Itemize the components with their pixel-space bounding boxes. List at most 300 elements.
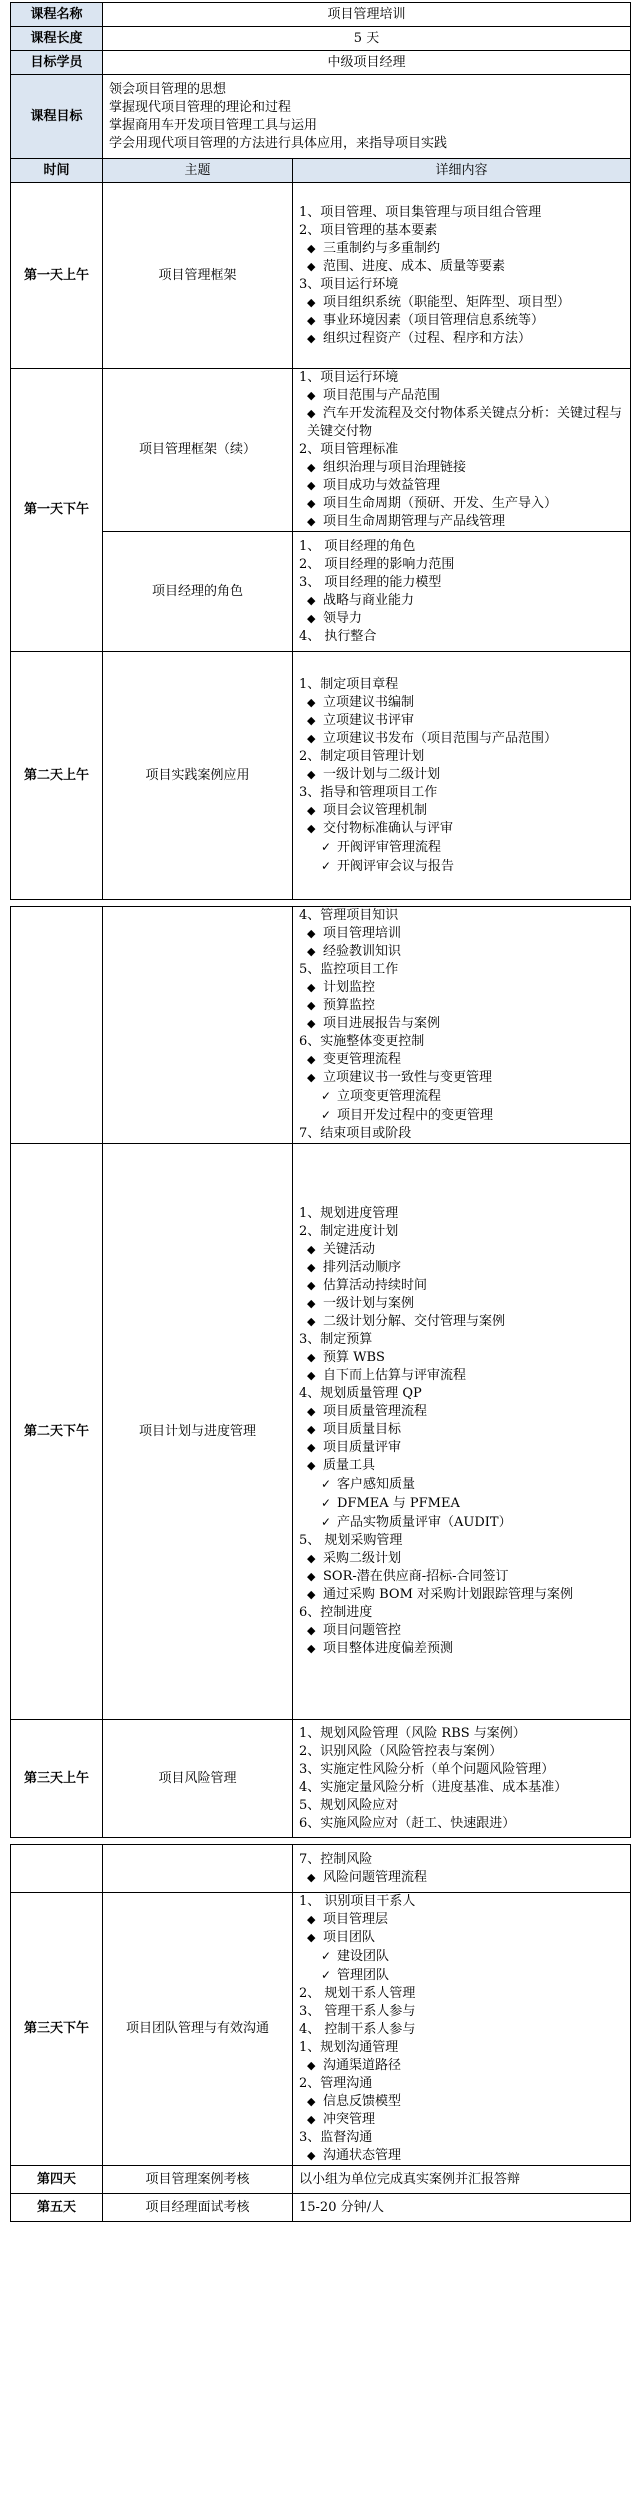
- detail-item: [299, 1743, 624, 1761]
- detail-item: [299, 1385, 624, 1403]
- session-topic: 项目管理框架（续）: [103, 369, 293, 532]
- goals-row: [11, 75, 631, 159]
- session-details: [293, 652, 631, 900]
- session-row: [11, 1845, 631, 1893]
- detail-item: [299, 1622, 624, 1640]
- detail-item-text: 项目成功与效益管理: [323, 478, 441, 493]
- diamond-bullet-icon: ◆: [307, 389, 316, 402]
- detail-item-text: 项目管理层: [323, 1912, 389, 1927]
- section-gap: [11, 900, 631, 907]
- detail-item: [299, 240, 624, 258]
- detail-item-text: 客户感知质量: [337, 1477, 416, 1492]
- session-topic: 项目管理案例考核: [103, 2166, 293, 2194]
- detail-item-text: 产品实物质量评审（AUDIT）: [337, 1515, 512, 1530]
- detail-item-text: 4、 控制干系人参与: [299, 2022, 416, 2037]
- detail-item: [299, 1532, 624, 1550]
- detail-item-text: 立项建议书编制: [323, 694, 415, 710]
- diamond-bullet-icon: ◆: [307, 2059, 316, 2072]
- detail-item: [299, 1205, 624, 1223]
- detail-item-text: 3、 项目经理的能力模型: [299, 574, 442, 590]
- detail-item: [299, 1869, 624, 1887]
- diamond-bullet-icon: ◆: [307, 313, 316, 327]
- detail-item: [299, 1241, 624, 1259]
- detail-item: [299, 907, 624, 925]
- diamond-bullet-icon: ◆: [307, 295, 316, 309]
- diamond-bullet-icon: ◆: [307, 1931, 316, 1944]
- detail-item-text: 4、 执行整合: [299, 628, 377, 644]
- diamond-bullet-icon: ◆: [307, 1588, 316, 1601]
- detail-item-text: 项目生命周期管理与产品线管理: [323, 514, 506, 529]
- detail-item: [299, 1911, 624, 1929]
- detail-item-text: 计划监控: [323, 980, 376, 995]
- detail-item: [299, 1421, 624, 1439]
- diamond-bullet-icon: ◆: [307, 1261, 316, 1274]
- detail-item-text: 关键活动: [323, 1242, 376, 1257]
- session-day: 第二天下午: [11, 1144, 103, 1720]
- detail-item-text: 项目生命周期（预研、开发、生产导入）: [323, 496, 558, 511]
- check-mark-icon: ✓: [321, 1477, 332, 1491]
- detail-item: [299, 1513, 624, 1532]
- detail-item: [299, 1277, 624, 1295]
- session-details: [293, 1893, 631, 2166]
- detail-item-text: 项目团队: [323, 1930, 376, 1945]
- detail-item: [299, 802, 624, 820]
- course-length-label: 课程长度: [11, 27, 103, 51]
- detail-item-text: 2、 规划干系人管理: [299, 1986, 416, 2001]
- diamond-bullet-icon: ◆: [307, 1913, 316, 1926]
- detail-item: [299, 1815, 624, 1833]
- session-topic: 项目实践案例应用: [103, 652, 293, 900]
- detail-item: [299, 1640, 624, 1658]
- section-gap-cell: [11, 1838, 631, 1845]
- detail-item: [299, 1439, 624, 1457]
- detail-item-text: 范围、进度、成本、质量等要素: [323, 258, 506, 274]
- detail-item: [299, 925, 624, 943]
- detail-item: [299, 2093, 624, 2111]
- detail-item-text: 5、规划风险应对: [299, 1797, 399, 1813]
- detail-item: [299, 748, 624, 766]
- detail-item: [299, 556, 624, 574]
- detail-item: [299, 276, 624, 294]
- session-row: [11, 1720, 631, 1838]
- detail-item-text: 估算活动持续时间: [323, 1278, 428, 1293]
- diamond-bullet-icon: ◆: [307, 2095, 316, 2108]
- detail-item-text: 项目整体进度偏差预测: [323, 1641, 454, 1656]
- detail-item: [299, 1223, 624, 1241]
- goal-item: 学会用现代项目管理的方法进行具体应用，来指导项目实践: [109, 135, 448, 151]
- detail-item-text: 3、项目运行环境: [299, 276, 399, 292]
- detail-item-text: 自下而上估算与评审流程: [323, 1368, 467, 1383]
- diamond-bullet-icon: ◆: [307, 479, 316, 492]
- diamond-bullet-icon: ◆: [307, 1071, 316, 1084]
- detail-item-text: 一级计划与案例: [323, 1296, 415, 1311]
- session-topic: [103, 1845, 293, 1893]
- diamond-bullet-icon: ◆: [307, 945, 316, 958]
- diamond-bullet-icon: ◆: [307, 593, 316, 607]
- diamond-bullet-icon: ◆: [307, 1243, 316, 1256]
- detail-item: [299, 2111, 624, 2129]
- diamond-bullet-icon: ◆: [307, 1459, 316, 1472]
- diamond-bullet-icon: ◆: [307, 695, 316, 709]
- detail-item: [299, 1568, 624, 1586]
- session-topic: 项目风险管理: [103, 1720, 293, 1838]
- detail-item-text: 项目进展报告与案例: [323, 1016, 441, 1031]
- detail-item: [299, 405, 624, 441]
- detail-item-text: 项目组织系统（职能型、矩阵型、项目型）: [323, 294, 571, 310]
- detail-item: [299, 979, 624, 997]
- detail-item-text: 二级计划分解、交付管理与案例: [323, 1314, 506, 1329]
- diamond-bullet-icon: ◆: [307, 515, 316, 528]
- detail-item: [299, 961, 624, 979]
- detail-item-text: 冲突管理: [323, 2112, 376, 2127]
- detail-item-text: 项目质量管理流程: [323, 1404, 428, 1419]
- detail-item-text: 3、监督沟通: [299, 2130, 373, 2145]
- detail-item-text: 6、实施风险应对（赶工、快速跟进）: [299, 1815, 516, 1831]
- detail-item-text: 排列活动顺序: [323, 1260, 402, 1275]
- detail-item: [299, 1106, 624, 1125]
- detail-item-text: 交付物标准确认与评审: [323, 820, 454, 836]
- diamond-bullet-icon: ◆: [307, 803, 316, 817]
- col-detail-header: 详细内容: [293, 159, 631, 183]
- check-mark-icon: ✓: [321, 1108, 332, 1122]
- check-mark-icon: ✓: [321, 1949, 332, 1963]
- session-day: 第三天下午: [11, 1893, 103, 2166]
- check-mark-icon: ✓: [321, 858, 332, 873]
- detail-item: [299, 1457, 624, 1475]
- detail-item-text: 组织治理与项目治理链接: [323, 460, 467, 475]
- detail-item: [299, 820, 624, 838]
- session-topic: 项目计划与进度管理: [103, 1144, 293, 1720]
- audience-label: 目标学员: [11, 51, 103, 75]
- detail-item: [299, 676, 624, 694]
- diamond-bullet-icon: ◆: [307, 1405, 316, 1418]
- diamond-bullet-icon: ◆: [307, 407, 316, 420]
- detail-item-text: 2、项目管理的基本要素: [299, 222, 438, 238]
- detail-item: [299, 712, 624, 730]
- session-row: [11, 1144, 631, 1720]
- session-row: [11, 369, 631, 532]
- detail-item: [299, 513, 624, 531]
- detail-item: [299, 1604, 624, 1622]
- course-outline-document: [10, 2, 630, 2498]
- diamond-bullet-icon: ◆: [307, 1017, 316, 1030]
- session-row: [11, 2194, 631, 2222]
- session-day: 第一天上午: [11, 183, 103, 369]
- course-table: [10, 2, 631, 2222]
- check-mark-icon: ✓: [321, 1496, 332, 1510]
- goal-item: 掌握现代项目管理的理论和过程: [109, 99, 292, 115]
- detail-item: [299, 1087, 624, 1106]
- session-details: 以小组为单位完成真实案例并汇报答辩: [293, 2166, 631, 2194]
- detail-item-text: 经验教训知识: [323, 944, 402, 959]
- session-day: 第一天下午: [11, 369, 103, 652]
- diamond-bullet-icon: ◆: [307, 1642, 316, 1655]
- detail-item-text: 采购二级计划: [323, 1551, 402, 1566]
- detail-item-text: 项目质量目标: [323, 1422, 402, 1437]
- detail-item-text: 1、规划进度管理: [299, 1206, 399, 1221]
- session-details: [293, 1845, 631, 1893]
- detail-item-text: 立项变更管理流程: [337, 1089, 442, 1104]
- detail-item-text: 3、 管理干系人参与: [299, 2004, 416, 2019]
- detail-item: [299, 1403, 624, 1421]
- diamond-bullet-icon: ◆: [307, 821, 316, 835]
- detail-item: [299, 441, 624, 459]
- detail-item-text: 1、项目管理、项目集管理与项目组合管理: [299, 204, 542, 220]
- session-details: [293, 532, 631, 652]
- diamond-bullet-icon: ◆: [307, 731, 316, 745]
- detail-item-text: 开阀评审会议与报告: [337, 858, 455, 874]
- detail-item: [299, 1725, 624, 1743]
- detail-item: [299, 330, 624, 348]
- detail-item: [299, 1051, 624, 1069]
- detail-item-text: 管理团队: [337, 1968, 390, 1983]
- detail-item-text: 项目质量评审: [323, 1440, 402, 1455]
- audience-value: 中级项目经理: [103, 51, 631, 75]
- diamond-bullet-icon: ◆: [307, 1624, 316, 1637]
- detail-item-text: 预算监控: [323, 998, 376, 1013]
- diamond-bullet-icon: ◆: [307, 611, 316, 625]
- course-name-label: 课程名称: [11, 3, 103, 27]
- detail-item-text: 项目会议管理机制: [323, 802, 428, 818]
- col-time-header: 时间: [11, 159, 103, 183]
- goals-list: [103, 75, 631, 159]
- diamond-bullet-icon: ◆: [307, 713, 316, 727]
- detail-item-text: 4、管理项目知识: [299, 908, 399, 923]
- session-row: [11, 532, 631, 652]
- session-details: [293, 369, 631, 532]
- detail-item-text: 开阀评审管理流程: [337, 839, 442, 855]
- detail-item-text: 通过采购 BOM 对采购计划跟踪管理与案例: [323, 1587, 574, 1602]
- detail-item-text: 3、制定预算: [299, 1332, 373, 1347]
- course-length-value: 5 天: [103, 27, 631, 51]
- session-topic: 项目管理框架: [103, 183, 293, 369]
- detail-item-text: 1、规划沟通管理: [299, 2040, 399, 2055]
- detail-item-text: 2、制定进度计划: [299, 1224, 399, 1239]
- detail-item-text: 沟通渠道路径: [323, 2058, 402, 2073]
- detail-item-text: 三重制约与多重制约: [323, 240, 441, 256]
- detail-item-text: 组织过程资产（过程、程序和方法）: [323, 330, 532, 346]
- check-mark-icon: ✓: [321, 1968, 332, 1982]
- detail-item: [299, 592, 624, 610]
- detail-item-text: 1、 识别项目干系人: [299, 1894, 416, 1909]
- detail-item-text: 变更管理流程: [323, 1052, 402, 1067]
- session-topic: [103, 907, 293, 1144]
- session-details: [293, 1720, 631, 1838]
- diamond-bullet-icon: ◆: [307, 1870, 316, 1884]
- detail-item-text: 7、控制风险: [299, 1851, 373, 1867]
- detail-item: [299, 997, 624, 1015]
- detail-item-text: 1、 项目经理的角色: [299, 538, 416, 554]
- detail-item-text: 建设团队: [337, 1949, 390, 1964]
- detail-item: [299, 766, 624, 784]
- detail-item: [299, 204, 624, 222]
- detail-item-text: 5、 规划采购管理: [299, 1533, 403, 1548]
- detail-item-text: SOR-潜在供应商-招标-合同签订: [323, 1569, 509, 1584]
- detail-item-text: 1、项目运行环境: [299, 370, 399, 385]
- detail-item: [299, 784, 624, 802]
- detail-item-text: 汽车开发流程及交付物体系关键点分析：关键过程与关键交付物: [307, 406, 623, 439]
- col-topic-header: 主题: [103, 159, 293, 183]
- diamond-bullet-icon: ◆: [307, 259, 316, 273]
- diamond-bullet-icon: ◆: [307, 461, 316, 474]
- goal-item: 掌握商用车开发项目管理工具与运用: [109, 117, 318, 133]
- detail-item-text: 信息反馈模型: [323, 2094, 402, 2109]
- detail-item-text: 沟通状态管理: [323, 2148, 402, 2163]
- detail-item: [299, 1033, 624, 1051]
- detail-item-text: 2、 项目经理的影响力范围: [299, 556, 455, 572]
- session-day: [11, 907, 103, 1144]
- detail-item-text: 6、实施整体变更控制: [299, 1034, 425, 1049]
- detail-item: [299, 694, 624, 712]
- detail-item: [299, 258, 624, 276]
- detail-item-text: 2、制定项目管理计划: [299, 748, 425, 764]
- detail-item: [299, 1966, 624, 1985]
- detail-item-text: 立项建议书评审: [323, 712, 415, 728]
- detail-item-text: 项目管理培训: [323, 926, 402, 941]
- detail-item: [299, 459, 624, 477]
- session-details: [293, 907, 631, 1144]
- diamond-bullet-icon: ◆: [307, 2149, 316, 2162]
- detail-item-text: 战略与商业能力: [323, 592, 415, 608]
- diamond-bullet-icon: ◆: [307, 1315, 316, 1328]
- detail-item-text: 项目范围与产品范围: [323, 388, 441, 403]
- session-topic: 项目团队管理与有效沟通: [103, 1893, 293, 2166]
- detail-item-text: 3、指导和管理项目工作: [299, 784, 438, 800]
- session-topic: 项目经理的角色: [103, 532, 293, 652]
- detail-item: [299, 574, 624, 592]
- diamond-bullet-icon: ◆: [307, 927, 316, 940]
- detail-item-text: 7、结束项目或阶段: [299, 1126, 412, 1141]
- session-row: [11, 907, 631, 1144]
- section-gap: [11, 1838, 631, 1845]
- detail-item: [299, 1015, 624, 1033]
- diamond-bullet-icon: ◆: [307, 2113, 316, 2126]
- detail-item-text: 立项建议书一致性与变更管理: [323, 1070, 493, 1085]
- detail-item-text: 2、识别风险（风险管控表与案例）: [299, 1743, 503, 1759]
- session-day: 第二天上午: [11, 652, 103, 900]
- detail-item: [299, 312, 624, 330]
- check-mark-icon: ✓: [321, 1515, 332, 1529]
- detail-item: [299, 610, 624, 628]
- course-name-value: 项目管理培训: [103, 3, 631, 27]
- detail-item-text: 立项建议书发布（项目范围与产品范围）: [323, 730, 558, 746]
- detail-item: [299, 1985, 624, 2003]
- detail-item: [299, 495, 624, 513]
- check-mark-icon: ✓: [321, 1089, 332, 1103]
- audience-row: [11, 51, 631, 75]
- detail-item: [299, 2021, 624, 2039]
- detail-item: [299, 1494, 624, 1513]
- detail-item: [299, 2147, 624, 2165]
- detail-item: [299, 2039, 624, 2057]
- detail-item: [299, 1367, 624, 1385]
- session-details: [293, 1144, 631, 1720]
- detail-item: [299, 1929, 624, 1947]
- detail-item-text: 事业环境因素（项目管理信息系统等）: [323, 312, 545, 328]
- session-day: [11, 1845, 103, 1893]
- column-header-row: [11, 159, 631, 183]
- detail-item: [299, 2075, 624, 2093]
- detail-item: [299, 628, 624, 646]
- detail-item: [299, 838, 624, 857]
- detail-item-text: 项目问题管控: [323, 1623, 402, 1638]
- course-name-row: [11, 3, 631, 27]
- detail-item-text: 项目开发过程中的变更管理: [337, 1108, 494, 1123]
- session-row: [11, 183, 631, 369]
- detail-item: [299, 222, 624, 240]
- detail-item: [299, 943, 624, 961]
- detail-item: [299, 1313, 624, 1331]
- diamond-bullet-icon: ◆: [307, 331, 316, 345]
- session-day: 第四天: [11, 2166, 103, 2194]
- diamond-bullet-icon: ◆: [307, 241, 316, 255]
- session-day: 第三天上午: [11, 1720, 103, 1838]
- course-length-row: [11, 27, 631, 51]
- detail-item: [299, 538, 624, 556]
- check-mark-icon: ✓: [321, 839, 332, 854]
- detail-item: [299, 1069, 624, 1087]
- session-details: [293, 183, 631, 369]
- detail-item-text: 一级计划与二级计划: [323, 766, 441, 782]
- detail-item-text: 2、项目管理标准: [299, 442, 399, 457]
- detail-item: [299, 1893, 624, 1911]
- detail-item: [299, 1259, 624, 1277]
- diamond-bullet-icon: ◆: [307, 1053, 316, 1066]
- detail-item-text: DFMEA 与 PFMEA: [337, 1496, 460, 1511]
- diamond-bullet-icon: ◆: [307, 981, 316, 994]
- diamond-bullet-icon: ◆: [307, 497, 316, 510]
- diamond-bullet-icon: ◆: [307, 1351, 316, 1364]
- session-details: 15-20 分钟/人: [293, 2194, 631, 2222]
- detail-item-text: 风险问题管理流程: [323, 1869, 428, 1885]
- session-topic: 项目经理面试考核: [103, 2194, 293, 2222]
- diamond-bullet-icon: ◆: [307, 767, 316, 781]
- diamond-bullet-icon: ◆: [307, 1279, 316, 1292]
- detail-item: [299, 1125, 624, 1143]
- diamond-bullet-icon: ◆: [307, 1297, 316, 1310]
- section-gap-cell: [11, 900, 631, 907]
- goals-label: 课程目标: [11, 75, 103, 159]
- detail-item-text: 1、制定项目章程: [299, 676, 399, 692]
- detail-item: [299, 369, 624, 387]
- session-row: [11, 2166, 631, 2194]
- detail-item-text: 质量工具: [323, 1458, 376, 1473]
- detail-item: [299, 1851, 624, 1869]
- detail-item: [299, 2003, 624, 2021]
- detail-item: [299, 387, 624, 405]
- detail-item-text: 5、监控项目工作: [299, 962, 399, 977]
- detail-item: [299, 1797, 624, 1815]
- detail-item-text: 领导力: [323, 610, 363, 626]
- diamond-bullet-icon: ◆: [307, 1441, 316, 1454]
- detail-item: [299, 1761, 624, 1779]
- detail-item: [299, 1947, 624, 1966]
- session-row: [11, 1893, 631, 2166]
- detail-item: [299, 857, 624, 876]
- session-row: [11, 652, 631, 900]
- detail-item-text: 1、规划风险管理（风险 RBS 与案例）: [299, 1725, 526, 1741]
- detail-item: [299, 730, 624, 748]
- diamond-bullet-icon: ◆: [307, 999, 316, 1012]
- diamond-bullet-icon: ◆: [307, 1570, 316, 1583]
- detail-item: [299, 2129, 624, 2147]
- detail-item-text: 4、规划质量管理 QP: [299, 1386, 422, 1401]
- session-day: 第五天: [11, 2194, 103, 2222]
- detail-item: [299, 294, 624, 312]
- detail-item: [299, 1550, 624, 1568]
- detail-item-text: 6、控制进度: [299, 1605, 373, 1620]
- diamond-bullet-icon: ◆: [307, 1369, 316, 1382]
